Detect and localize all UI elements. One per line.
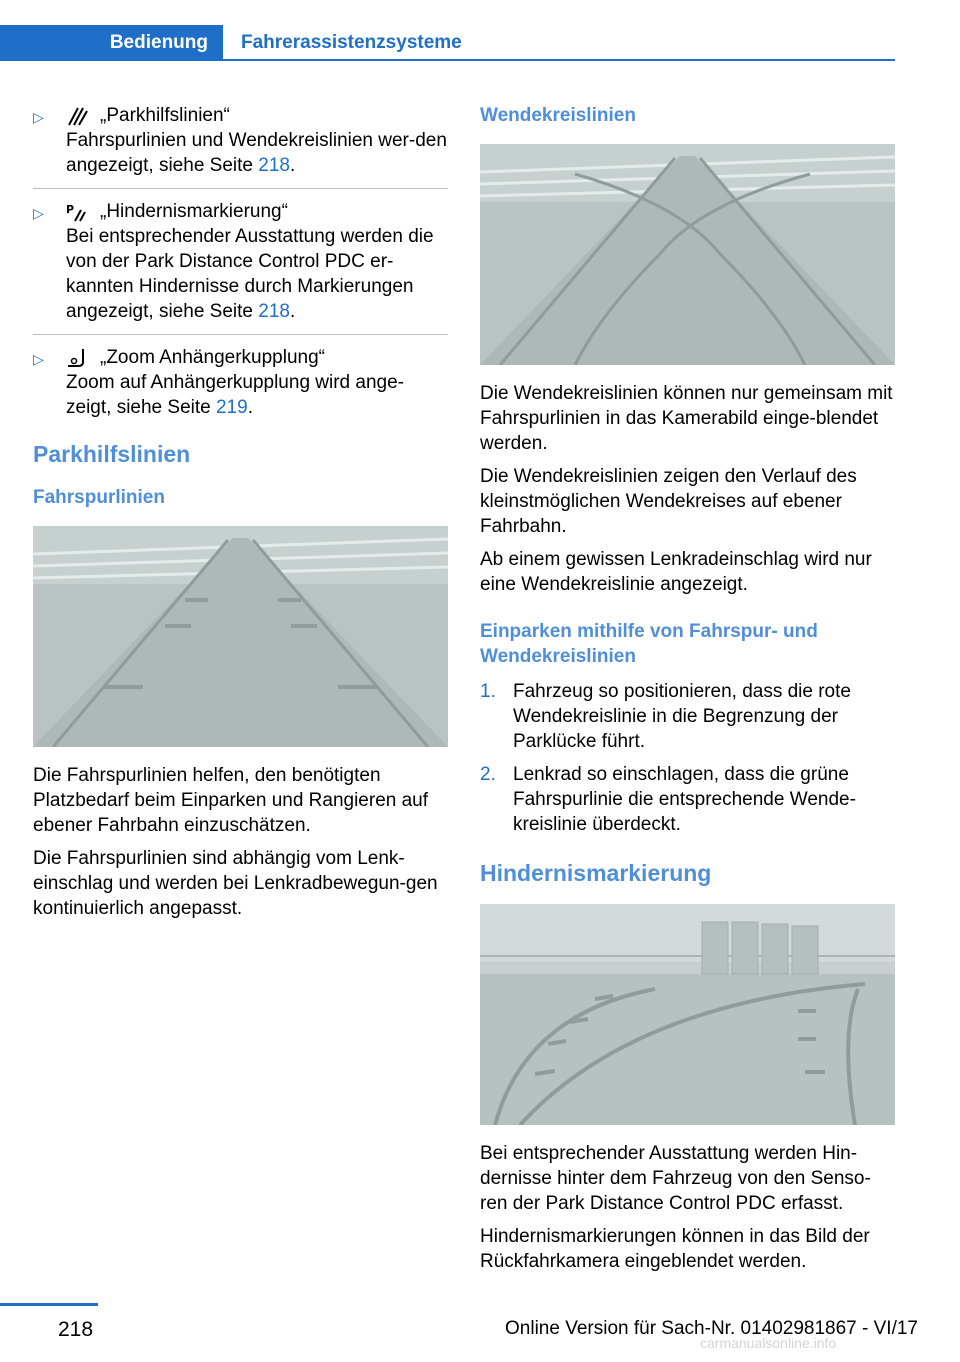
online-version-note: Online Version für Sach-Nr. 01402981867 - VI/17	[505, 1318, 918, 1339]
paragraph: Die Fahrspurlinien sind abhängig vom Lenk‐einschlag und werden bei Lenkradbewegun‐gen kontinuierlich angepasst.	[33, 848, 438, 919]
bullet-triangle-icon: ▷	[33, 109, 44, 125]
obstacle-marking-icon	[66, 202, 88, 222]
bullet-triangle-icon: ▷	[33, 205, 44, 221]
trailer-hitch-icon	[66, 348, 88, 368]
subheading-einparken: Einparken mithilfe von Fahrspur- und Wendekreislinien	[480, 621, 818, 667]
paragraph: Die Wendekreislinien zeigen den Verlauf des kleinstmöglichen Wendekreises auf ebener Fahrbahn.	[480, 466, 857, 537]
bullet-divider	[33, 188, 448, 189]
paragraph: Die Fahrspurlinien helfen, den benötigten Platzbedarf beim Einparken und Rangieren auf ebener Fahrbahn einzuschätzen.	[33, 765, 429, 836]
steps-list	[480, 679, 895, 837]
tab-section-title: Fahrerassistenzsysteme	[241, 32, 462, 53]
page-link-218[interactable]: 218	[258, 155, 290, 176]
page-link-219[interactable]: 219	[215, 397, 248, 418]
bullet-text: Bei entsprechender Ausstattung werden die von der Park Distance Control PDC er‐kannten Hindernisse durch Markierungen angezeigt, siehe Seite	[66, 226, 434, 322]
obstacle-marking-figure	[480, 904, 895, 1125]
parking-lines-icon	[66, 106, 88, 126]
tab-bedienung: Bedienung	[0, 25, 223, 61]
footer-rule	[0, 1303, 98, 1306]
turning-circle-figure	[480, 144, 895, 365]
bullet-text: Zoom auf Anhängerkupplung wird ange‐zeigt, siehe Seite	[66, 372, 405, 418]
list-item	[480, 762, 895, 837]
bullet-zoom-anhaengerkupplung: ▷ „Zoom Anhängerkupplung“ Zoom auf Anhängerkupplung wird ange‐zeigt, siehe Seite 219.	[33, 347, 405, 418]
subheading-fahrspurlinien: Fahrspurlinien	[33, 487, 165, 508]
bullet-text: Fahrspurlinien und Wendekreislinien wer‐den angezeigt, siehe Seite	[66, 130, 447, 176]
bullet-title: „Zoom Anhängerkupplung“	[100, 347, 325, 368]
header-tabs	[0, 25, 895, 61]
section-heading-parkhilfslinien: Parkhilfslinien	[33, 441, 191, 467]
step-number: 1.	[480, 681, 496, 702]
paragraph: Ab einem gewissen Lenkradeinschlag wird nur eine Wendekreislinie angezeigt.	[480, 549, 872, 595]
header-rule	[223, 59, 895, 61]
svg-text:P: P	[66, 202, 75, 216]
bullet-hindernismarkierung: ▷ P „Hindernismarkierung“ Bei entsprechender Ausstattung werden die von der Park Distance Control PDC er‐kannten Hindernisse durch Markierungen angezeigt, siehe Seite 218.	[33, 201, 434, 322]
step-number: 2.	[480, 764, 496, 785]
left-column	[33, 103, 448, 929]
list-item	[480, 679, 895, 754]
bullet-triangle-icon: ▷	[33, 351, 44, 367]
paragraph: Hindernismarkierungen können in das Bild der Rückfahrkamera eingeblendet werden.	[480, 1226, 870, 1272]
watermark: carmanualsonline.info	[700, 1335, 837, 1351]
bullet-divider	[33, 334, 448, 335]
page-link-218[interactable]: 218	[258, 301, 290, 322]
paragraph: Bei entsprechender Ausstattung werden Hin‐dernisse hinter dem Fahrzeug von den Senso‐ren der Park Distance Control PDC erfasst.	[480, 1143, 871, 1214]
right-column	[480, 103, 895, 1282]
section-heading-hindernismarkierung: Hindernismarkierung	[480, 860, 712, 886]
bullet-title: „Hindernismarkierung“	[100, 201, 288, 222]
lane-lines-figure	[33, 526, 448, 747]
subheading-wendekreislinien: Wendekreislinien	[480, 105, 636, 126]
step-text: Lenkrad so einschlagen, dass die grüne Fahrspurlinie die entsprechende Wende‐kreislinie überdeckt.	[513, 764, 856, 835]
paragraph: Die Wendekreislinien können nur gemeinsam mit Fahrspurlinien in das Kamerabild einge‐blendet werden.	[480, 383, 893, 454]
page-number: 218	[58, 1318, 94, 1341]
bullet-title: „Parkhilfslinien“	[100, 105, 230, 126]
bullet-parkhilfslinien: ▷ „Parkhilfslinien“ Fahrspurlinien und Wendekreislinien wer‐den angezeigt, siehe Seite 218.	[33, 105, 447, 176]
step-text: Fahrzeug so positionieren, dass die rote Wendekreislinie in die Begrenzung der Parklücke führt.	[513, 681, 851, 752]
